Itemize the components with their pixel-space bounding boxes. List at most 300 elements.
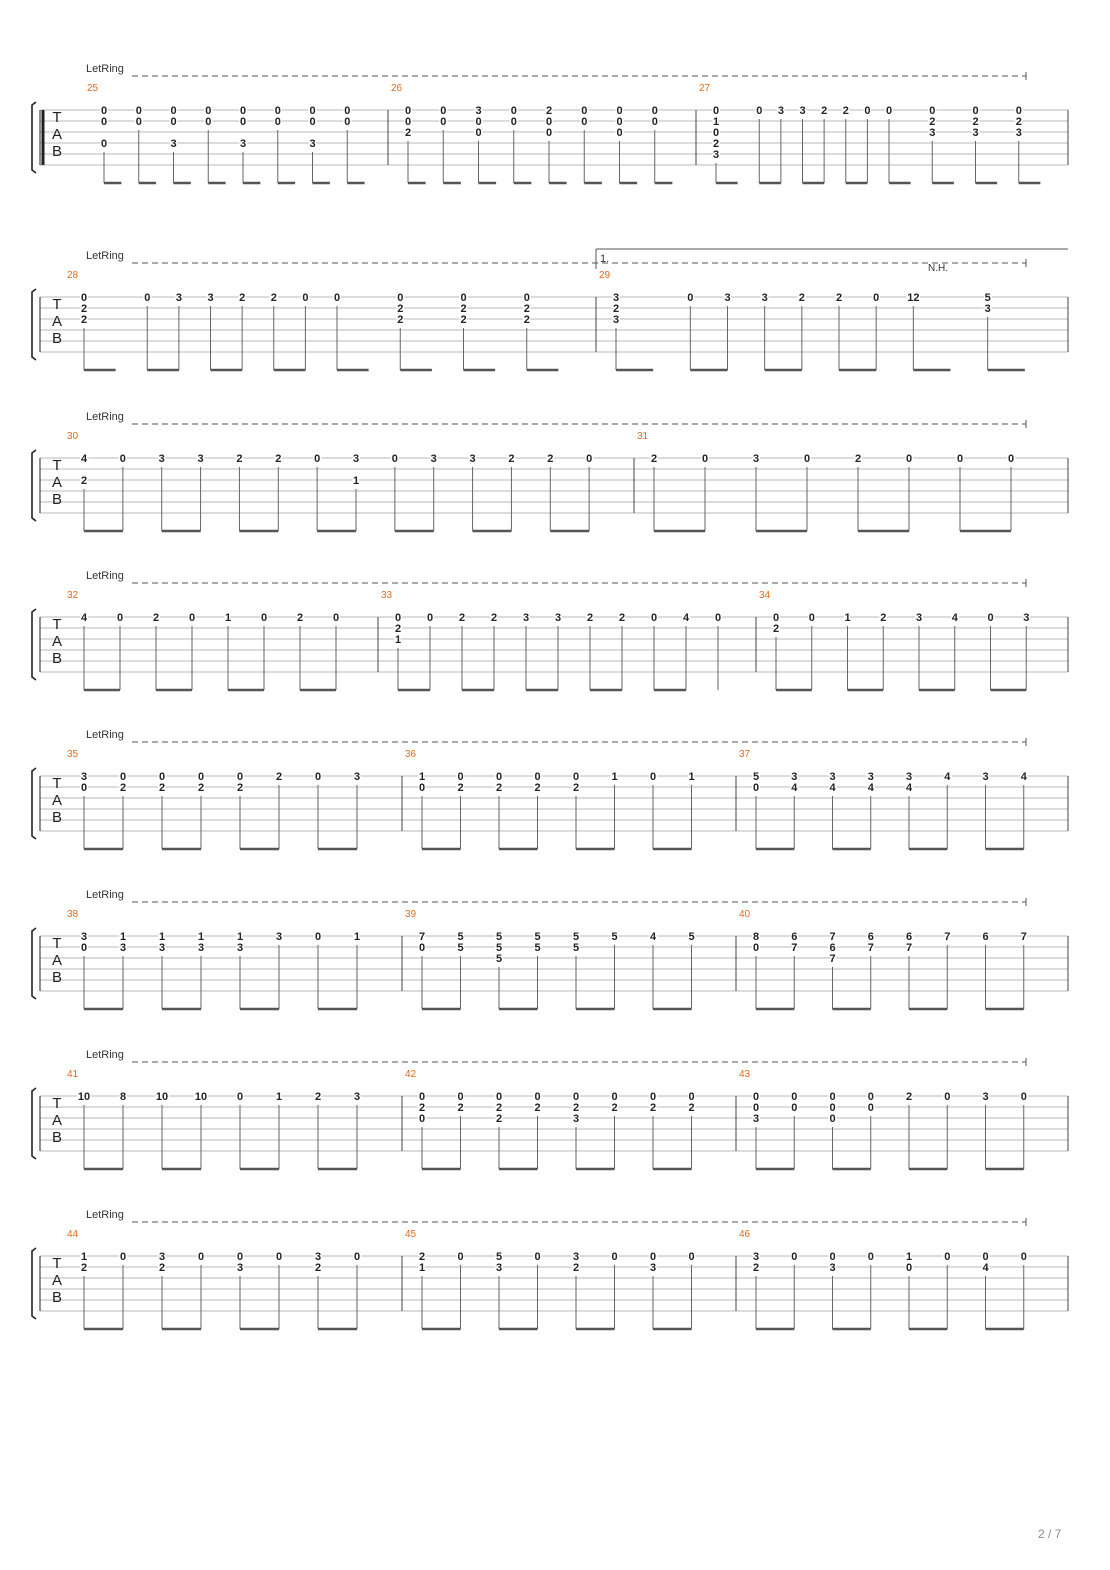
fret-number: 0 bbox=[651, 105, 658, 117]
fret-number: 0 bbox=[344, 116, 351, 128]
fret-number: 2 bbox=[572, 1102, 580, 1114]
fret-number: 4 bbox=[1020, 771, 1027, 783]
measure-number: 38 bbox=[67, 909, 79, 920]
fret-number: 0 bbox=[135, 105, 142, 117]
fret-number: 2 bbox=[80, 303, 88, 315]
system-bracket bbox=[32, 609, 36, 680]
fret-number: 1 bbox=[158, 931, 166, 943]
fret-number: 2 bbox=[572, 1262, 580, 1274]
fret-number: 0 bbox=[119, 771, 127, 783]
fret-number: 3 bbox=[712, 149, 720, 161]
fret-number: 2 bbox=[545, 105, 553, 117]
fret-number: 5 bbox=[572, 931, 580, 943]
let-ring-label: LetRing bbox=[86, 1209, 124, 1221]
tab-clef-letter: B bbox=[51, 1129, 63, 1146]
fret-number: 2 bbox=[397, 303, 404, 315]
fret-number: 5 bbox=[572, 942, 580, 954]
fret-number: 1 bbox=[224, 612, 232, 624]
natural-harmonic-label: N.H. bbox=[928, 263, 948, 274]
fret-number: 0 bbox=[239, 116, 247, 128]
measure-number: 32 bbox=[67, 590, 79, 601]
fret-number: 3 bbox=[612, 314, 620, 326]
fret-number: 0 bbox=[756, 105, 763, 117]
fret-number: 1 bbox=[688, 771, 695, 783]
fret-number: 0 bbox=[1015, 105, 1022, 117]
fret-number: 0 bbox=[772, 612, 780, 624]
fret-number: 0 bbox=[572, 771, 580, 783]
fret-number: 0 bbox=[791, 1251, 798, 1263]
fret-number: 2 bbox=[275, 453, 282, 465]
fret-number: 0 bbox=[260, 612, 268, 624]
fret-number: 0 bbox=[581, 105, 588, 117]
fret-number: 2 bbox=[270, 292, 277, 304]
measure-number: 39 bbox=[405, 909, 417, 920]
fret-number: 7 bbox=[829, 931, 836, 943]
let-ring-label: LetRing bbox=[86, 889, 124, 901]
fret-number: 2 bbox=[534, 782, 541, 794]
fret-number: 5 bbox=[495, 953, 503, 965]
let-ring-label: LetRing bbox=[86, 63, 124, 75]
system-bracket bbox=[32, 928, 36, 999]
fret-number: 0 bbox=[236, 771, 244, 783]
fret-number: 3 bbox=[791, 771, 798, 783]
fret-number: 0 bbox=[344, 105, 351, 117]
fret-number: 3 bbox=[554, 612, 562, 624]
fret-number: 2 bbox=[397, 314, 404, 326]
measure-number: 46 bbox=[739, 1229, 751, 1240]
fret-number: 0 bbox=[649, 1251, 657, 1263]
fret-number: 0 bbox=[905, 1262, 913, 1274]
measure-number: 31 bbox=[637, 431, 649, 442]
fret-number: 0 bbox=[1020, 1251, 1027, 1263]
fret-number: 0 bbox=[100, 116, 108, 128]
fret-number: 2 bbox=[572, 782, 580, 794]
fret-number: 0 bbox=[688, 1251, 695, 1263]
fret-number: 3 bbox=[175, 292, 182, 304]
measure-number: 29 bbox=[599, 270, 611, 281]
fret-number: 2 bbox=[821, 105, 828, 117]
fret-number: 4 bbox=[944, 771, 951, 783]
fret-number: 2 bbox=[712, 138, 720, 150]
fret-number: 0 bbox=[649, 1091, 657, 1103]
measure-number: 44 bbox=[67, 1229, 79, 1240]
fret-number: 0 bbox=[829, 1091, 836, 1103]
fret-number: 5 bbox=[495, 1251, 503, 1263]
fret-number: 2 bbox=[80, 475, 88, 487]
fret-number: 7 bbox=[905, 942, 913, 954]
fret-number: 3 bbox=[572, 1251, 580, 1263]
fret-number: 0 bbox=[651, 116, 658, 128]
fret-number: 1 bbox=[236, 931, 244, 943]
tab-clef-letter: T bbox=[52, 1095, 62, 1112]
fret-number: 0 bbox=[404, 105, 412, 117]
fret-number: 0 bbox=[534, 771, 541, 783]
fret-number: 3 bbox=[612, 292, 620, 304]
fret-number: 0 bbox=[274, 105, 281, 117]
fret-number: 3 bbox=[495, 1262, 503, 1274]
fret-number: 3 bbox=[170, 138, 177, 150]
fret-number: 0 bbox=[611, 1091, 618, 1103]
fret-number: 0 bbox=[236, 1091, 244, 1103]
fret-number: 2 bbox=[798, 292, 805, 304]
measure-number: 41 bbox=[67, 1069, 79, 1080]
fret-number: 2 bbox=[972, 116, 979, 128]
fret-number: 0 bbox=[475, 127, 482, 139]
fret-number: 3 bbox=[649, 1262, 657, 1274]
fret-number: 3 bbox=[119, 942, 127, 954]
fret-number: 2 bbox=[236, 453, 243, 465]
fret-number: 0 bbox=[701, 453, 709, 465]
fret-number: 5 bbox=[457, 931, 464, 943]
fret-number: 0 bbox=[808, 612, 815, 624]
fret-number: 2 bbox=[495, 1102, 503, 1114]
fret-number: 3 bbox=[275, 931, 283, 943]
fret-number: 0 bbox=[616, 127, 623, 139]
fret-number: 2 bbox=[457, 1102, 464, 1114]
fret-number: 1 bbox=[352, 475, 360, 487]
fret-number: 0 bbox=[545, 116, 553, 128]
fret-number: 0 bbox=[581, 116, 588, 128]
tab-clef-letter: B bbox=[51, 809, 63, 826]
fret-number: 2 bbox=[772, 623, 780, 635]
fret-number: 0 bbox=[353, 1251, 361, 1263]
fret-number: 0 bbox=[391, 453, 398, 465]
fret-number: 0 bbox=[332, 612, 340, 624]
fret-number: 5 bbox=[752, 771, 760, 783]
fret-number: 6 bbox=[829, 942, 836, 954]
fret-number: 2 bbox=[854, 453, 862, 465]
fret-number: 0 bbox=[170, 105, 177, 117]
fret-number: 0 bbox=[867, 1102, 874, 1114]
fret-number: 0 bbox=[534, 1091, 541, 1103]
fret-number: 2 bbox=[688, 1102, 695, 1114]
fret-number: 0 bbox=[987, 612, 994, 624]
system-bracket bbox=[32, 450, 36, 521]
fret-number: 3 bbox=[352, 453, 360, 465]
fret-number: 5 bbox=[534, 942, 541, 954]
fret-number: 4 bbox=[682, 612, 690, 624]
fret-number: 4 bbox=[80, 453, 88, 465]
fret-number: 3 bbox=[761, 292, 768, 304]
fret-number: 3 bbox=[905, 771, 913, 783]
measure-number: 30 bbox=[67, 431, 79, 442]
fret-number: 1 bbox=[611, 771, 618, 783]
fret-number: 0 bbox=[885, 105, 893, 117]
let-ring-label: LetRing bbox=[86, 729, 124, 741]
fret-number: 0 bbox=[791, 1091, 798, 1103]
fret-number: 0 bbox=[274, 116, 281, 128]
fret-number: 0 bbox=[144, 292, 151, 304]
tab-clef-letter: A bbox=[51, 1272, 63, 1289]
fret-number: 2 bbox=[418, 1251, 426, 1263]
fret-number: 4 bbox=[951, 612, 958, 624]
fret-number: 5 bbox=[611, 931, 618, 943]
fret-number: 2 bbox=[80, 314, 88, 326]
fret-number: 2 bbox=[523, 314, 530, 326]
fret-number: 2 bbox=[650, 453, 658, 465]
fret-number: 1 bbox=[119, 931, 127, 943]
fret-number: 3 bbox=[309, 138, 316, 150]
fret-number: 2 bbox=[612, 303, 620, 315]
fret-number: 2 bbox=[490, 612, 498, 624]
fret-number: 3 bbox=[522, 612, 530, 624]
fret-number: 0 bbox=[135, 116, 142, 128]
fret-number: 2 bbox=[239, 292, 246, 304]
fret-number: 0 bbox=[80, 942, 88, 954]
fret-number: 3 bbox=[197, 942, 205, 954]
fret-number: 3 bbox=[197, 453, 204, 465]
fret-number: 5 bbox=[688, 931, 695, 943]
fret-number: 0 bbox=[523, 292, 530, 304]
fret-number: 0 bbox=[649, 771, 657, 783]
fret-number: 3 bbox=[80, 931, 88, 943]
fret-number: 1 bbox=[905, 1251, 913, 1263]
system-bracket bbox=[32, 1248, 36, 1319]
tab-clef-letter: A bbox=[51, 952, 63, 969]
fret-number: 4 bbox=[80, 612, 88, 624]
fret-number: 3 bbox=[1015, 127, 1022, 139]
fret-number: 3 bbox=[1023, 612, 1030, 624]
tab-clef-letter: B bbox=[51, 143, 63, 160]
fret-number: 4 bbox=[791, 782, 798, 794]
fret-number: 0 bbox=[309, 105, 316, 117]
fret-number: 10 bbox=[194, 1091, 208, 1103]
fret-number: 3 bbox=[799, 105, 806, 117]
fret-number: 2 bbox=[197, 782, 205, 794]
fret-number: 0 bbox=[457, 771, 464, 783]
measure-number: 27 bbox=[699, 83, 711, 94]
fret-number: 3 bbox=[752, 1251, 760, 1263]
fret-number: 2 bbox=[404, 127, 412, 139]
measure-number: 33 bbox=[381, 590, 393, 601]
fret-number: 0 bbox=[314, 453, 321, 465]
fret-number: 3 bbox=[236, 1262, 244, 1274]
fret-number: 5 bbox=[984, 292, 991, 304]
fret-number: 0 bbox=[829, 1113, 836, 1125]
fret-number: 0 bbox=[80, 292, 88, 304]
fret-number: 0 bbox=[418, 1091, 426, 1103]
fret-number: 3 bbox=[314, 1251, 322, 1263]
fret-number: 3 bbox=[982, 1091, 989, 1103]
fret-number: 0 bbox=[982, 1251, 989, 1263]
fret-number: 0 bbox=[688, 1091, 695, 1103]
fret-number: 3 bbox=[724, 292, 731, 304]
fret-number: 6 bbox=[905, 931, 913, 943]
fret-number: 3 bbox=[929, 127, 936, 139]
fret-number: 0 bbox=[712, 127, 720, 139]
fret-number: 2 bbox=[929, 116, 936, 128]
fret-number: 0 bbox=[687, 292, 694, 304]
fret-number: 0 bbox=[791, 1102, 798, 1114]
fret-number: 2 bbox=[236, 782, 244, 794]
fret-number: 0 bbox=[944, 1251, 951, 1263]
fret-number: 2 bbox=[457, 782, 464, 794]
fret-number: 1 bbox=[197, 931, 205, 943]
tab-clef-letter: A bbox=[51, 1112, 63, 1129]
fret-number: 3 bbox=[353, 1091, 361, 1103]
tab-clef-letter: T bbox=[52, 296, 62, 313]
fret-number: 2 bbox=[1015, 116, 1022, 128]
fret-number: 5 bbox=[495, 931, 503, 943]
fret-number: 3 bbox=[158, 1251, 166, 1263]
let-ring-label: LetRing bbox=[86, 570, 124, 582]
fret-number: 6 bbox=[982, 931, 989, 943]
fret-number: 2 bbox=[905, 1091, 913, 1103]
tab-clef-letter: T bbox=[52, 935, 62, 952]
tab-clef-letter: A bbox=[51, 633, 63, 650]
fret-number: 0 bbox=[586, 453, 593, 465]
volta-label: 1. bbox=[600, 253, 610, 265]
let-ring-label: LetRing bbox=[86, 1049, 124, 1061]
fret-number: 0 bbox=[956, 453, 964, 465]
fret-number: 3 bbox=[80, 771, 88, 783]
fret-number: 2 bbox=[534, 1102, 541, 1114]
fret-number: 3 bbox=[752, 453, 760, 465]
tab-clef-letter: B bbox=[51, 330, 63, 347]
tab-clef-letter: T bbox=[52, 109, 62, 126]
fret-number: 0 bbox=[404, 116, 412, 128]
fret-number: 7 bbox=[418, 931, 426, 943]
tab-clef-letter: B bbox=[51, 1289, 63, 1306]
fret-number: 2 bbox=[275, 771, 283, 783]
let-ring-label: LetRing bbox=[86, 411, 124, 423]
fret-number: 3 bbox=[915, 612, 923, 624]
fret-number: 0 bbox=[116, 612, 124, 624]
fret-number: 0 bbox=[188, 612, 196, 624]
fret-number: 2 bbox=[495, 782, 503, 794]
tab-clef-letter: A bbox=[51, 126, 63, 143]
fret-number: 0 bbox=[236, 1251, 244, 1263]
fret-number: 3 bbox=[430, 453, 437, 465]
fret-number: 0 bbox=[314, 931, 322, 943]
fret-number: 0 bbox=[510, 116, 517, 128]
fret-number: 0 bbox=[867, 1091, 874, 1103]
fret-number: 0 bbox=[1007, 453, 1015, 465]
fret-number: 0 bbox=[314, 771, 322, 783]
tab-clef-letter: A bbox=[51, 313, 63, 330]
fret-number: 0 bbox=[495, 771, 503, 783]
fret-number: 0 bbox=[418, 1113, 426, 1125]
tab-clef-letter: T bbox=[52, 1255, 62, 1272]
fret-number: 2 bbox=[586, 612, 594, 624]
fret-number: 0 bbox=[752, 1091, 760, 1103]
fret-number: 0 bbox=[309, 116, 316, 128]
fret-number: 3 bbox=[158, 942, 166, 954]
measure-number: 25 bbox=[87, 83, 99, 94]
measure-number: 35 bbox=[67, 749, 79, 760]
fret-number: 0 bbox=[616, 116, 623, 128]
fret-number: 4 bbox=[982, 1262, 989, 1274]
fret-number: 3 bbox=[353, 771, 361, 783]
let-ring-label: LetRing bbox=[86, 250, 124, 262]
fret-number: 1 bbox=[353, 931, 361, 943]
fret-number: 0 bbox=[475, 116, 482, 128]
fret-number: 0 bbox=[829, 1251, 836, 1263]
fret-number: 0 bbox=[714, 612, 722, 624]
fret-number: 5 bbox=[495, 942, 503, 954]
fret-number: 3 bbox=[972, 127, 979, 139]
tab-clef-letter: A bbox=[51, 474, 63, 491]
fret-number: 4 bbox=[867, 782, 874, 794]
fret-number: 0 bbox=[119, 453, 126, 465]
fret-number: 0 bbox=[867, 1251, 874, 1263]
fret-number: 0 bbox=[545, 127, 553, 139]
fret-number: 0 bbox=[457, 1251, 464, 1263]
fret-number: 3 bbox=[829, 771, 836, 783]
fret-number: 12 bbox=[907, 292, 920, 304]
fret-number: 0 bbox=[752, 782, 760, 794]
fret-number: 0 bbox=[418, 782, 426, 794]
fret-number: 0 bbox=[197, 771, 205, 783]
fret-number: 1 bbox=[418, 1262, 426, 1274]
fret-number: 0 bbox=[864, 105, 871, 117]
fret-number: 2 bbox=[460, 303, 467, 315]
system-bracket bbox=[32, 768, 36, 839]
fret-number: 0 bbox=[426, 612, 434, 624]
fret-number: 2 bbox=[158, 782, 166, 794]
fret-number: 3 bbox=[207, 292, 214, 304]
fret-number: 0 bbox=[803, 453, 811, 465]
fret-number: 2 bbox=[314, 1091, 322, 1103]
fret-number: 3 bbox=[752, 1113, 760, 1125]
fret-number: 2 bbox=[618, 612, 626, 624]
fret-number: 0 bbox=[440, 105, 447, 117]
measure-number: 43 bbox=[739, 1069, 751, 1080]
fret-number: 2 bbox=[458, 612, 466, 624]
fret-number: 0 bbox=[611, 1251, 618, 1263]
fret-number: 3 bbox=[239, 138, 247, 150]
fret-number: 3 bbox=[572, 1113, 580, 1125]
fret-number: 10 bbox=[155, 1091, 169, 1103]
fret-number: 0 bbox=[712, 105, 720, 117]
fret-number: 2 bbox=[314, 1262, 322, 1274]
tab-clef-letter: T bbox=[52, 616, 62, 633]
fret-number: 3 bbox=[158, 453, 165, 465]
tab-clef-letter: B bbox=[51, 969, 63, 986]
fret-number: 0 bbox=[205, 105, 212, 117]
fret-number: 0 bbox=[275, 1251, 283, 1263]
measure-number: 40 bbox=[739, 909, 751, 920]
fret-number: 7 bbox=[1020, 931, 1027, 943]
measure-number: 45 bbox=[405, 1229, 417, 1240]
fret-number: 0 bbox=[972, 105, 979, 117]
fret-number: 0 bbox=[440, 116, 447, 128]
fret-number: 0 bbox=[333, 292, 341, 304]
fret-number: 0 bbox=[197, 1251, 205, 1263]
fret-number: 0 bbox=[572, 1091, 580, 1103]
fret-number: 2 bbox=[523, 303, 530, 315]
fret-number: 4 bbox=[829, 782, 836, 794]
fret-number: 5 bbox=[534, 931, 541, 943]
fret-number: 3 bbox=[777, 105, 784, 117]
fret-number: 2 bbox=[835, 292, 843, 304]
fret-number: 2 bbox=[418, 1102, 426, 1114]
fret-number: 3 bbox=[984, 303, 991, 315]
fret-number: 0 bbox=[873, 292, 880, 304]
fret-number: 7 bbox=[867, 942, 874, 954]
fret-number: 0 bbox=[495, 1091, 503, 1103]
fret-number: 0 bbox=[829, 1102, 836, 1114]
fret-number: 0 bbox=[510, 105, 517, 117]
fret-number: 0 bbox=[205, 116, 212, 128]
fret-number: 5 bbox=[457, 942, 464, 954]
fret-number: 10 bbox=[77, 1091, 91, 1103]
fret-number: 7 bbox=[791, 942, 798, 954]
measure-number: 37 bbox=[739, 749, 751, 760]
fret-number: 0 bbox=[457, 1091, 464, 1103]
fret-number: 7 bbox=[829, 953, 836, 965]
fret-number: 0 bbox=[752, 1102, 760, 1114]
